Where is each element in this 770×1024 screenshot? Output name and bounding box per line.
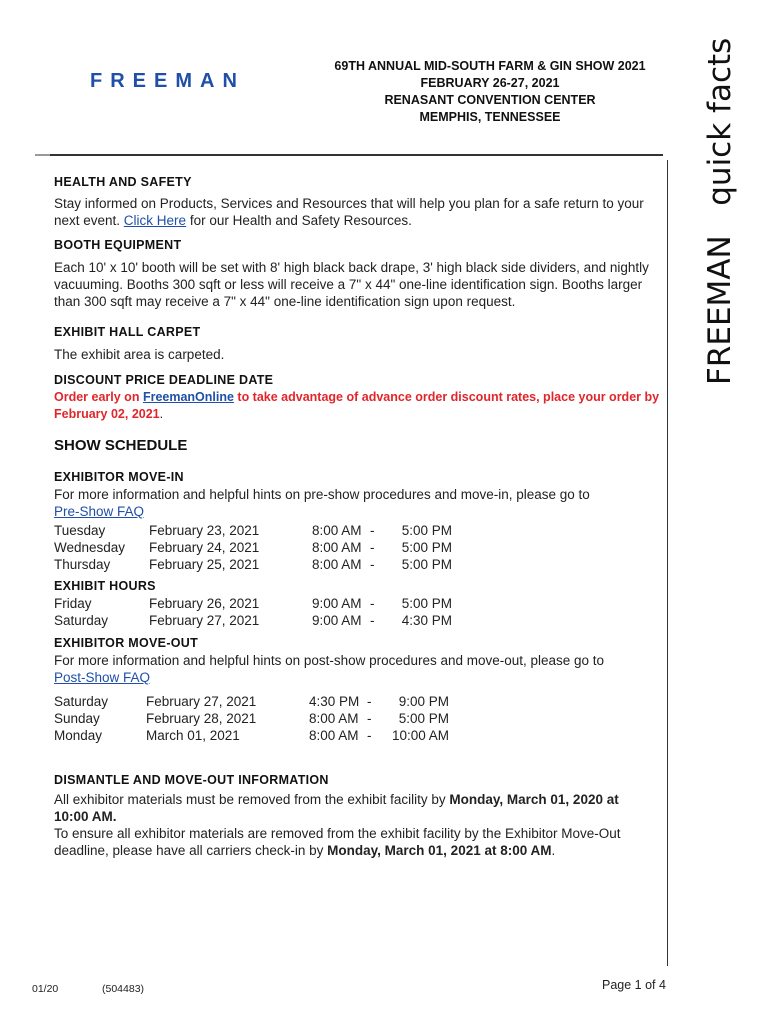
freeman-logo: FREEMAN: [90, 70, 245, 92]
event-dates: FEBRUARY 26-27, 2021: [420, 76, 560, 90]
table-row: Thursday February 25, 2021 8:00 AM - 5:00 PM: [54, 557, 452, 572]
dismantle-text-1: All exhibitor materials must be removed from the exhibit facility by Monday, March 01, 2020 at 10:00 AM.: [54, 792, 619, 824]
show-schedule-heading: SHOW SCHEDULE: [54, 437, 188, 454]
discount-heading: DISCOUNT PRICE DEADLINE DATE: [54, 373, 274, 387]
move-out-heading: EXHIBITOR MOVE-OUT: [54, 636, 199, 650]
horizontal-divider: [50, 154, 663, 156]
table-row: Saturday February 27, 2021 4:30 PM - 9:00 PM: [54, 694, 449, 709]
table-row: Friday February 26, 2021 9:00 AM - 5:00 PM: [54, 596, 452, 611]
booth-heading: BOOTH EQUIPMENT: [54, 238, 182, 252]
page-number: Page 1 of 4: [602, 978, 666, 992]
exhibit-hours-heading: EXHIBIT HOURS: [54, 579, 156, 593]
pre-show-faq-link[interactable]: Pre-Show FAQ: [54, 504, 145, 519]
event-title: 69TH ANNUAL MID-SOUTH FARM & GIN SHOW 2021: [334, 59, 646, 73]
move-in-text: For more information and helpful hints on pre-show procedures and move-in, please go to: [54, 487, 590, 502]
freemanonline-link[interactable]: FreemanOnline: [142, 390, 234, 404]
discount-text: Order early on FreemanOnline to take advantage of advance order discount rates, place your order by February 02, 2021.: [54, 390, 660, 421]
move-in-heading: EXHIBITOR MOVE-IN: [54, 470, 184, 484]
dismantle-heading: DISMANTLE AND MOVE-OUT INFORMATION: [54, 773, 329, 787]
move-in-table: [54, 522, 670, 573]
side-title: FREEMAN quick facts: [702, 37, 738, 385]
health-heading: HEALTH AND SAFETY: [54, 175, 192, 189]
carpet-heading: EXHIBIT HALL CARPET: [54, 325, 201, 339]
footer-date-code: 01/20: [32, 983, 59, 995]
event-venue: RENASANT CONVENTION CENTER: [384, 93, 596, 107]
post-show-faq-link[interactable]: Post-Show FAQ: [54, 670, 151, 685]
table-row: Tuesday February 23, 2021 8:00 AM - 5:00 PM: [54, 523, 452, 538]
booth-text: Each 10' x 10' booth will be set with 8' high black back drape, 3' high black side dividers, and nightly vacuuming. Booths 300 sqft or less will receive a 7" x 44" one-line identification sign. Booths larger than 300 sqft may receive a 7" x 44" one-line identification sign upon request.: [54, 260, 649, 309]
event-city: MEMPHIS, TENNESSEE: [419, 110, 561, 124]
table-row: Monday March 01, 2021 8:00 AM - 10:00 AM: [54, 728, 449, 743]
event-header: [300, 58, 680, 126]
exhibit-hours-table: [54, 595, 670, 629]
carpet-text: The exhibit area is carpeted.: [54, 347, 225, 362]
main-content: [54, 174, 670, 859]
move-out-table: [54, 693, 670, 744]
health-text: Stay informed on Products, Services and Resources that will help you plan for a safe return to your next event. Click Here for our Health and Safety Resources.: [54, 196, 644, 228]
table-row: Sunday February 28, 2021 8:00 AM - 5:00 PM: [54, 711, 449, 726]
table-row: Wednesday February 24, 2021 8:00 AM - 5:00 PM: [54, 540, 452, 555]
footer-doc-code: (504483): [102, 983, 145, 995]
table-row: Saturday February 27, 2021 9:00 AM - 4:30 PM: [54, 613, 452, 628]
dismantle-text-2: To ensure all exhibitor materials are removed from the exhibit facility by the Exhibitor Move-Out deadline, please have all carriers check-in by Monday, March 01, 2021 at 8:00 AM.: [54, 826, 621, 858]
health-link[interactable]: Click Here: [123, 213, 187, 228]
move-out-text: For more information and helpful hints on post-show procedures and move-out, please go to: [54, 653, 605, 668]
